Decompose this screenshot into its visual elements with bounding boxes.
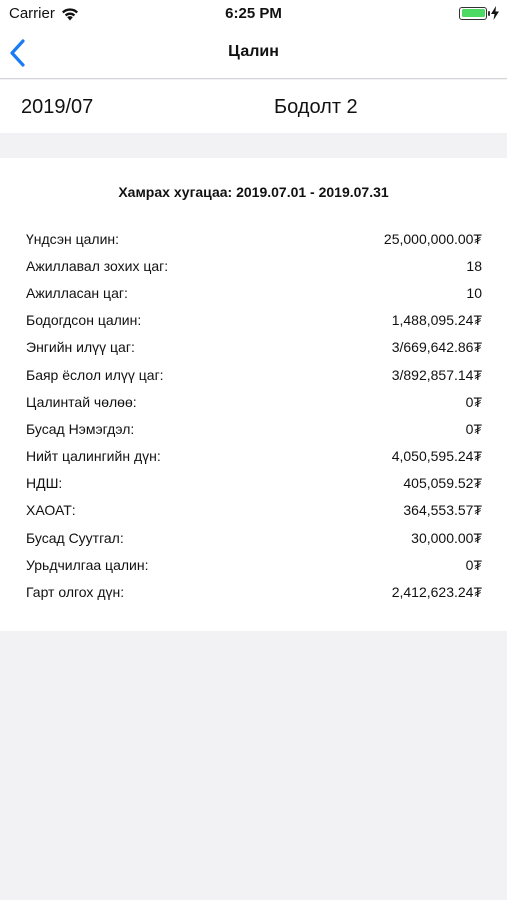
row-value: 0₮ (465, 420, 482, 437)
row-value: 3/892,857.14₮ (391, 366, 482, 383)
row-label: Урьдчилгаа цалин: (26, 556, 149, 573)
row-value: 18 (466, 257, 482, 274)
row-label: Бодогдсон цалин: (26, 312, 142, 329)
salary-row (26, 443, 482, 470)
row-value: 4,050,595.24₮ (391, 448, 482, 465)
row-label: НДШ: (26, 475, 63, 492)
row-value: 405,059.52₮ (403, 475, 482, 492)
battery-icon (459, 7, 487, 20)
battery-indicator (459, 6, 499, 20)
salary-summary-card (0, 158, 507, 631)
row-label: Үндсэн цалин: (26, 230, 120, 247)
row-value: 30,000.00₮ (411, 529, 482, 546)
salary-row (26, 252, 482, 279)
period-row (0, 80, 507, 133)
row-label: ХАОАТ: (26, 502, 76, 519)
navigation-bar (0, 28, 507, 79)
period-range-heading: Хамрах хугацаа: 2019.07.01 - 2019.07.31 (118, 184, 389, 200)
status-bar (0, 0, 507, 28)
salary-row (26, 388, 482, 415)
salary-rows (26, 225, 482, 606)
row-value: 0₮ (465, 556, 482, 573)
row-label: Нийт цалингийн дүн: (26, 448, 161, 465)
salary-row (26, 415, 482, 442)
battery-level-fill (462, 9, 485, 17)
salary-row (26, 334, 482, 361)
row-label: Гарт олгох дүн: (26, 584, 125, 601)
period-month: 2019/07 (21, 96, 94, 118)
salary-row (26, 497, 482, 524)
row-value: 3/669,642.86₮ (391, 339, 482, 356)
row-label: Цалинтай чөлөө: (26, 393, 137, 410)
salary-row (26, 225, 482, 252)
salary-row (26, 578, 482, 605)
row-value: 10 (466, 284, 482, 301)
row-value: 0₮ (465, 393, 482, 410)
status-time: 6:25 PM (225, 5, 282, 22)
salary-row (26, 524, 482, 551)
calculation-label: Бодолт 2 (274, 96, 358, 118)
salary-row (26, 279, 482, 306)
row-label: Энгийн илүү цаг: (26, 339, 135, 356)
row-label: Бусад Суутгал: (26, 529, 124, 546)
salary-row (26, 307, 482, 334)
salary-row (26, 551, 482, 578)
row-value: 25,000,000.00₮ (383, 230, 482, 247)
row-value: 364,553.57₮ (403, 502, 482, 519)
row-value: 1,488,095.24₮ (391, 312, 482, 329)
row-label: Бусад Нэмэгдэл: (26, 420, 135, 437)
salary-row (26, 470, 482, 497)
row-value: 2,412,623.24₮ (391, 584, 482, 601)
charging-bolt-icon (491, 6, 499, 20)
row-label: Ажилласан цаг: (26, 284, 128, 301)
page-title: Цалин (228, 43, 279, 60)
row-label: Ажиллавал зохих цаг: (26, 257, 169, 274)
row-label: Баяр ёслол илүү цаг: (26, 366, 164, 383)
carrier-label: Carrier (9, 5, 55, 22)
salary-row (26, 361, 482, 388)
